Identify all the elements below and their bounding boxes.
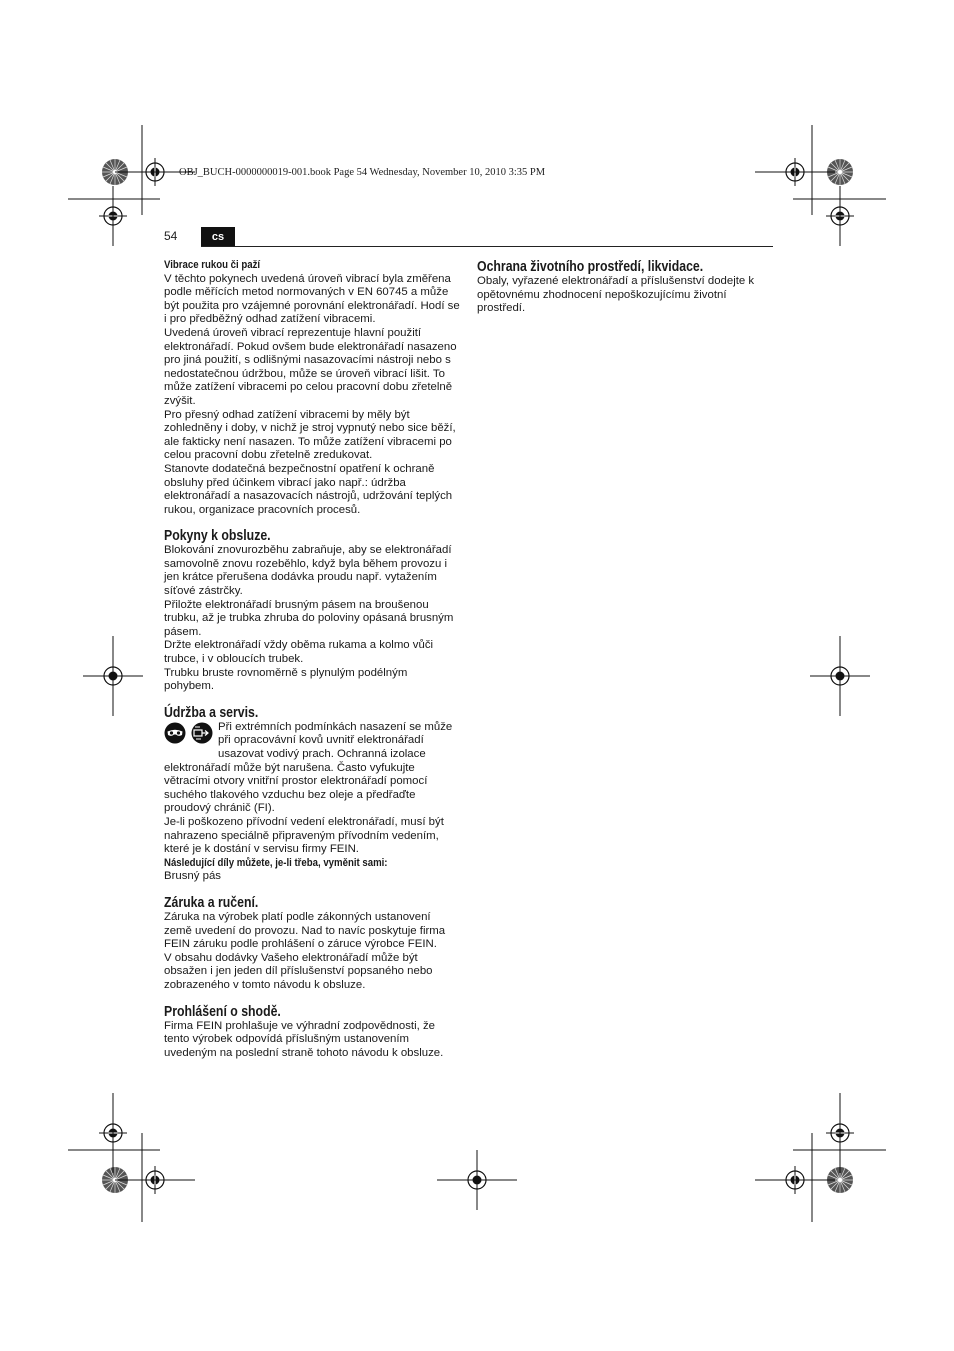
paragraph: Obaly, vyřazené elektronářadí a příslušenství dodejte k opětovnému zhodnocení nepoškozujícímu životní prostředí. bbox=[477, 275, 755, 315]
paragraph: V těchto pokynech uvedená úroveň vibrací byla změřena podle měřících metod normovaných v EN 60745 a může být použita pro vzájemné porovnání elektronářadí. Hodí se i pro předběžný odhad zatížení vibracemi. bbox=[164, 272, 460, 326]
paragraph: Trubku bruste rovnoměrně s plynulým podélným pohybem. bbox=[164, 666, 408, 693]
section-heading-operation: Pokyny k obsluze. bbox=[164, 528, 271, 545]
section-heading-vibration: Vibrace rukou či paží bbox=[164, 259, 261, 271]
paragraph: V obsahu dodávky Vašeho elektronářadí může být obsažen i jen jeden díl příslušenství popsaného nebo zobrazeného v tomto návodu k obsluze. bbox=[164, 951, 433, 991]
paragraph: Přiložte elektronářadí brusným pásem na broušenou trubku, až je trubka zhruba do poloviny opásaná brusným pásem. bbox=[164, 598, 454, 638]
paragraph: Při extrémních podmínkách nasazení se může při opracovávní kovů uvnitř elektronářadí usazovat vodivý prach. Ochranná izolace bbox=[218, 720, 453, 760]
parts-item: Brusný pás bbox=[164, 870, 221, 883]
paragraph: Uvedená úroveň vibrací reprezentuje hlavní použití elektronářadí. Pokud ovšem bude elektronářadí nasazeno pro jiná použití, s odlišnými nasazovacími nástroji nebo s nedostatečnou údržbou, může se úroveň vibrací lišit. To může zatížení vibracemi po celou pracovní dobu zřetelně zvýšit. bbox=[164, 326, 457, 407]
section-heading-conformity: Prohlášení o shodě. bbox=[164, 1003, 281, 1020]
page-number: 54 bbox=[164, 229, 178, 243]
paragraph: Stanovte dodatečná bezpečnostní opatření k ochraně obsluhy před účinkem vibrací jako např.: údržba elektronářadí a nasazovacích nástrojů, udržování teplých rukou, organizace pracovních procesů. bbox=[164, 462, 453, 516]
paragraph: Držte elektronářadí vždy oběma rukama a kolmo vůči trubce, i v obloucích trubek. bbox=[164, 639, 434, 666]
section-heading-warranty: Záruka a ručení. bbox=[164, 894, 259, 911]
parts-heading: Následující díly můžete, je-li třeba, vyměnit sami: bbox=[164, 856, 388, 869]
paragraph: Záruka na výrobek platí podle zákonných ustanovení země uvedení do provozu. Nad to navíc poskytuje firma FEIN záruku podle prohlášení o záruce výrobce FEIN. bbox=[164, 910, 446, 951]
file-info-header: OBJ_BUCH-0000000019-001.book Page 54 Wednesday, November 10, 2010 3:35 PM bbox=[179, 167, 546, 178]
paragraph: Blokování znovurozběhu zabraňuje, aby se elektronářadí samovolně znovu rozeběhlo, když byla během provozu i jen krátce přerušena dodávka proudu např. vytažením síťové zástrčky. bbox=[164, 544, 452, 598]
paragraph: Je-li poškozeno přívodní vedení elektronářadí, musí být nahrazeno speciálně připraveným přívodním vedením, které je k dostání v servisu firmy FEIN. bbox=[164, 815, 444, 856]
language-tab: cs bbox=[201, 227, 235, 246]
paragraph: Pro přesný odhad zatížení vibracemi by měly být zohledněny i doby, v nichž je stroj vypnutý nebo sice běží, ale fakticky není nasazen. To může zatížení vibracemi po celou pracovní dobu zřetelně zredukovat. bbox=[164, 408, 456, 462]
crop-mark-icon bbox=[68, 125, 886, 1222]
paragraph: Firma FEIN prohlašuje ve výhradní zodpovědnosti, že tento výrobek odpovídá příslušným ustanovením uvedeným na poslední straně tohoto návodu k obsluze. bbox=[164, 1019, 444, 1059]
paragraph: elektronářadí může být narušena. Často vyfukujte větracími otvory vnitřní prostor elektronářadí pomocí suchého tlakového vzduchu bez oleje a předřaďte proudový chránič (FI). bbox=[164, 761, 428, 815]
section-heading-environment: Ochrana životního prostředí, likvidace. bbox=[477, 259, 704, 275]
section-heading-maintenance: Údržba a servis. bbox=[164, 704, 259, 721]
